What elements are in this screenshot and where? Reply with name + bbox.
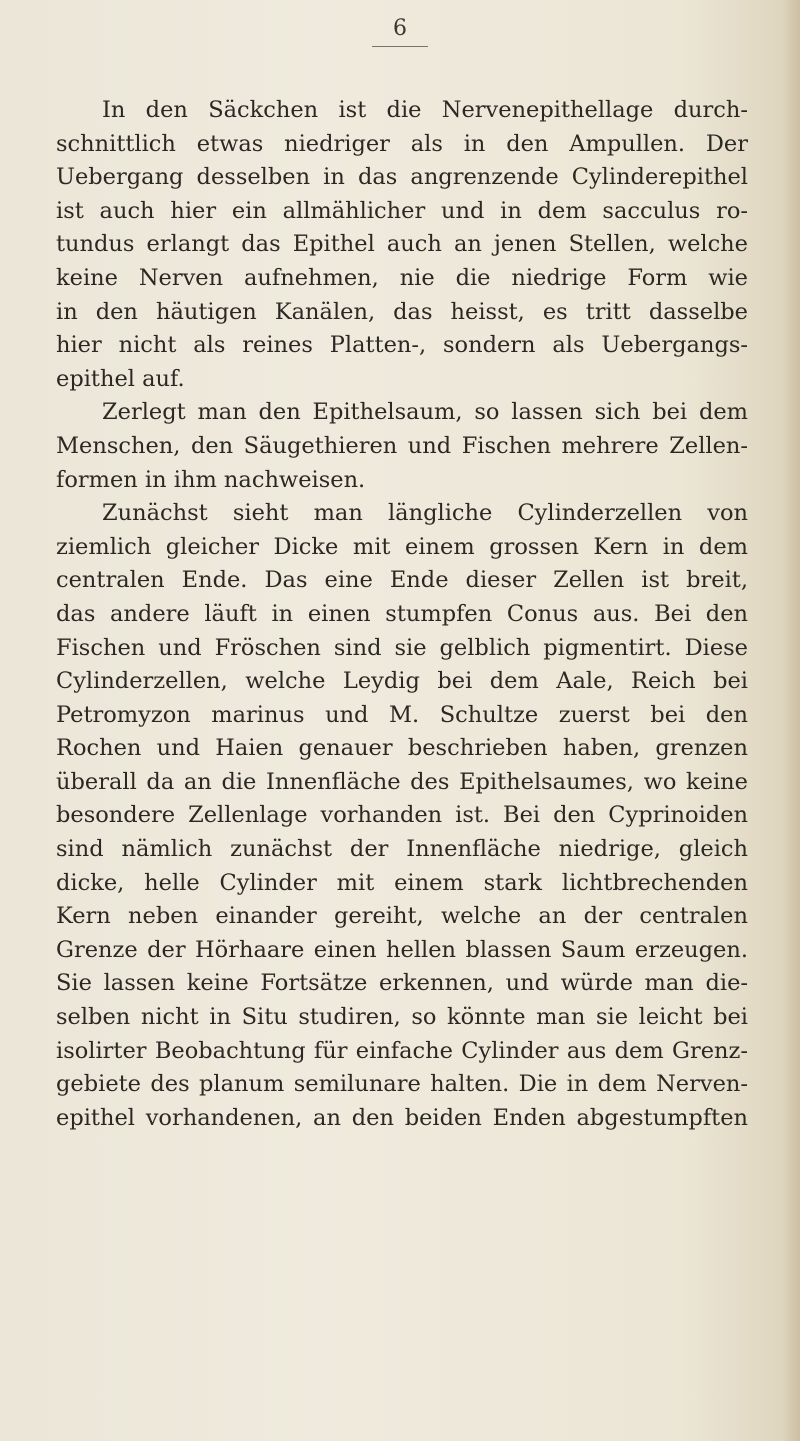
text-line: tundus erlangt das Epithel auch an jenen Stellen, welche [56, 231, 748, 258]
text-line: selben nicht in Situ studiren, so könnte man sie leicht bei [56, 1004, 748, 1031]
text-line: ist auch hier ein allmählicher und in dem sacculus ro- [56, 197, 748, 224]
text-line: Cylinderzellen, welche Leydig bei dem Aale, Reich bei [56, 668, 748, 695]
text-line: in den häutigen Kanälen, das heisst, es tritt dasselbe [56, 298, 748, 325]
text-line: Sie lassen keine Fortsätze erkennen, und würde man die- [56, 970, 748, 997]
text-line: ziemlich gleicher Dicke mit einem grossen Kern in dem [56, 533, 748, 560]
text-line: Grenze der Hörhaare einen hellen blassen Saum erzeugen. [56, 936, 748, 963]
text-line: überall da an die Innenfläche des Epithelsaumes, wo keine [56, 768, 748, 795]
page-number-rule [372, 46, 428, 47]
text-line: besondere Zellenlage vorhanden ist. Bei den Cyprinoiden [56, 802, 748, 829]
text-line: schnittlich etwas niedriger als in den Ampullen. Der [56, 130, 748, 157]
page-edge-shadow [782, 0, 800, 1441]
text-line: Uebergang desselben in das angrenzende Cylinderepithel [56, 164, 748, 191]
text-line: epithel vorhandenen, an den beiden Enden abgestumpften [56, 1104, 748, 1131]
text-line: gebiete des planum semilunare halten. Die in dem Nerven- [56, 1071, 748, 1098]
text-line: das andere läuft in einen stumpfen Conus aus. Bei den [56, 600, 748, 627]
text-line: Zunächst sieht man längliche Cylinderzellen von [102, 500, 748, 527]
page-number: 6 [393, 16, 407, 41]
text-line: Fischen und Fröschen sind sie gelblich pigmentirt. Diese [56, 634, 748, 661]
text-line: sind nämlich zunächst der Innenfläche niedrige, gleich [56, 836, 748, 863]
text-line: dicke, helle Cylinder mit einem stark lichtbrechenden [56, 869, 748, 896]
body-text [56, 94, 748, 1135]
text-line: In den Säckchen ist die Nervenepithellage durch- [102, 97, 748, 123]
text-line: isolirter Beobachtung für einfache Cylinder aus dem Grenz- [56, 1037, 748, 1064]
text-line: Rochen und Haien genauer beschrieben haben, grenzen [56, 735, 748, 762]
text-line: centralen Ende. Das eine Ende dieser Zellen ist breit, [56, 567, 748, 594]
text-line: Kern neben einander gereiht, welche an der centralen [56, 903, 748, 930]
text-line: hier nicht als reines Platten-, sondern als Uebergangs- [56, 332, 748, 359]
text-line: Zerlegt man den Epithelsaum, so lassen sich bei dem [102, 399, 748, 426]
text-line: epithel auf. [56, 365, 185, 392]
text-line: formen in ihm nachweisen. [56, 466, 366, 493]
text-line: Menschen, den Säugethieren und Fischen mehrere Zellen- [56, 432, 748, 459]
text-line: keine Nerven aufnehmen, nie die niedrige Form wie [56, 264, 748, 291]
text-line: Petromyzon marinus und M. Schultze zuerst bei den [56, 701, 748, 728]
